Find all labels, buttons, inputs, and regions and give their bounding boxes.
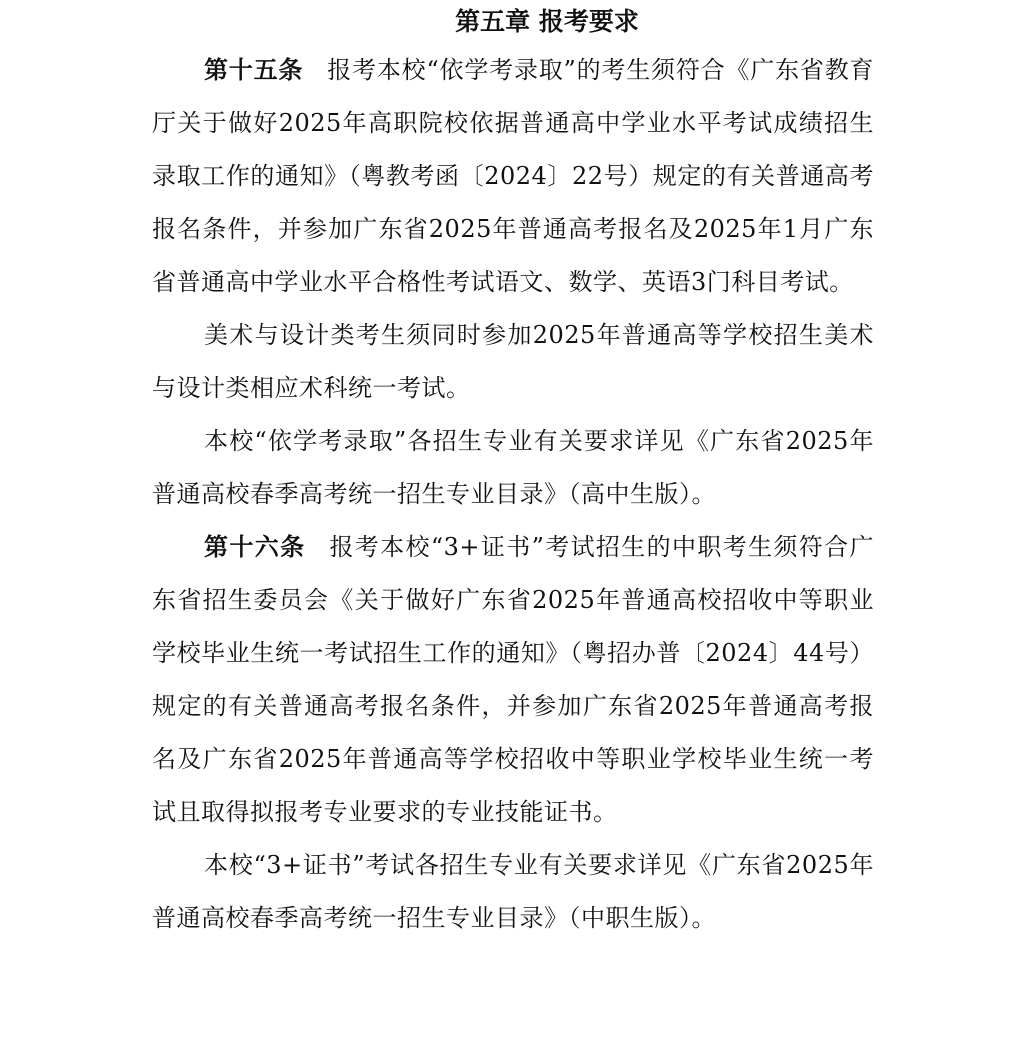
article-15-text-2: 美术与设计类考生须同时参加2025年普通高等学校招生美术与设计类相应术科统一考试。	[152, 321, 874, 402]
article-16-number: 第十六条	[204, 533, 306, 561]
article-15-text-3: 本校“依学考录取”各招生专业有关要求详见《广东省2025年普通高校春季高考统一招生专业目录》（高中生版）。	[152, 427, 874, 508]
article-15-text-1: 报考本校“依学考录取”的考生须符合《广东省教育厅关于做好2025年高职院校依据普通高中学业水平考试成绩招生录取工作的通知》（粤教考函〔2024〕22号）规定的有关普通高考报名条件，并参加广东省2025年普通高考报名及2025年1月广东省普通高中学业水平合格性考试语文、数学、英语3门科目考试。	[152, 56, 875, 296]
article-15-paragraph-1	[152, 44, 874, 309]
article-15-number: 第十五条	[204, 56, 304, 84]
chapter-title: 第五章 报考要求	[455, 7, 639, 36]
article-16-text-2: 本校“3+证书”考试各招生专业有关要求详见《广东省2025年普通高校春季高考统一招生专业目录》（中职生版）。	[152, 851, 874, 932]
article-15-paragraph-2	[152, 309, 874, 415]
article-16	[152, 521, 874, 945]
article-15-paragraph-3	[152, 415, 874, 521]
article-16-paragraph-1	[152, 521, 874, 839]
article-16-text-1: 报考本校“3+证书”考试招生的中职考生须符合广东省招生委员会《关于做好广东省2025年普通高校招收中等职业学校毕业生统一考试招生工作的通知》（粤招办普〔2024〕44号）规定的有关普通高考报名条件，并参加广东省2025年普通高考报名及广东省2025年普通高等学校招收中等职业学校毕业生统一考试且取得拟报考专业要求的专业技能证书。	[152, 533, 875, 826]
document-page	[152, 0, 874, 945]
article-15	[152, 44, 874, 521]
article-16-paragraph-2	[152, 839, 874, 945]
